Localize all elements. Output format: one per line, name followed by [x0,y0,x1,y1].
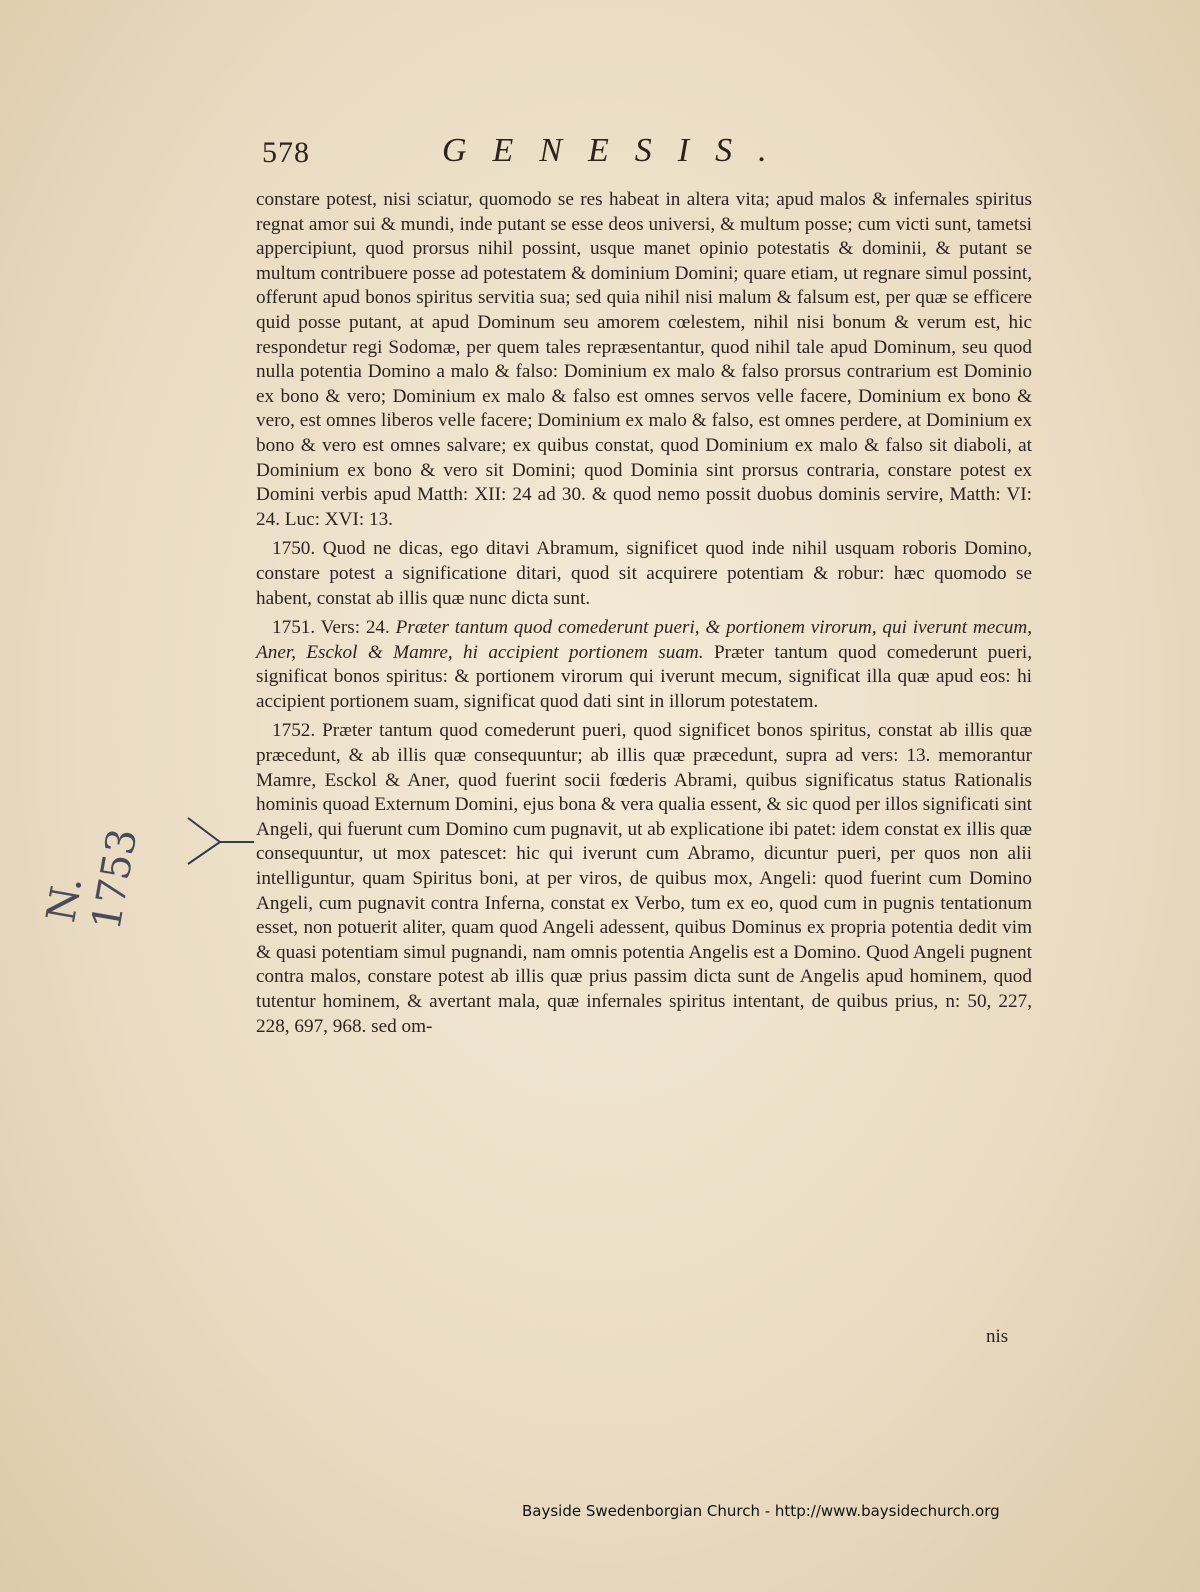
footer-credit: Bayside Swedenborgian Church - http://www.baysidechurch.org [522,1502,1000,1520]
paragraph-1751-quote: Præter tantum quod comederunt pueri, & portionem virorum, qui iverunt mecum, Aner, Esckol & Mamre, hi accipient portionem suam. [256,617,1033,663]
catchword: nis [986,1326,1009,1347]
paragraph-1751-explanation: Præter tantum quod comederunt pueri, significat bonos spiritus: & portionem virorum qui iverunt mecum, significat illa quæ apud eos: hi accipient portionem suam, significat quod dati sint in illorum potestatem. [256,641,1032,712]
handwritten-margin-note: N. 1753 [38,825,147,934]
paragraph-1751 [256,616,1032,714]
body-text [256,188,1032,1039]
page-number: 578 [262,136,310,169]
paragraph-1752: 1752. Præter tantum quod comederunt pueri, quod significet bonos spiritus, constat ab illis quæ præcedunt, & ab illis quæ consequuntur; ab illis quæ præcedunt, supra ad vers: 13. memorantur Mamre, Esckol & Aner, quod fuerint socii fœderis Abrami, quibus significatus status Rationalis hominis quoad Externum Domini, ejus bona & vera qualia essent, & sic quod per illos significati sint Angeli, qui fuerunt cum Domino cum pugnavit, ut ab explicatione ibi patet: idem constat ex illis quæ consequuntur, ut mox patescet: hic qui iverunt cum Abramo, dicuntur pueri, per quos non alii intelliguntur, quam Spiritus boni, at per viros, de quibus mox, Angeli: quod fuerint cum Domino Angeli, cum pugnavit contra Inferna, constat ex Verbo, tum ex eo, quod cum in pugnis tentationum esset, non potuerit aliter, quam quod Angeli adessent, quibus Dominus ex propria potentia dedit vim & quasi potentiam simul pugnandi, nam omnis potentia Angelis est a Domino. Quod Angeli pugnent contra malos, constare potest ab illis quæ prius passim dicta sunt de Angelis apud hominem, quod tutentur hominem, & avertant mala, quæ infernales spiritus intentant, de quibus prius, n: 50, 227, 228, 697, 968. sed om- [256,720,1032,1037]
running-title: GENESIS. [442,132,793,169]
paragraph-continued: constare potest, nisi sciatur, quomodo se res habeat in altera vita; apud malos & infernales spiritus regnat amor sui & mundi, inde putant se esse deos universi, & multum posse; cum victi sunt, tametsi appercipiunt, quod prorsus nihil possint, usque manet opinio potestatis & dominii, & putant se multum contribuere posse ad potestatem & dominium Domini; quare etiam, ut regnare simul possint, offerunt apud bonos spiritus servitia sua; sed quia nihil nisi malum & falsum est, per quæ se efficere quid posse putant, at apud Dominum seu amorem cœlestem, nihil nisi bonum & verum est, hic respondetur regi Sodomæ, per quem tales repræsentantur, quod nihil tale apud Dominum, seu quod nulla potentia Domino a malo & falso: Dominium ex malo & falso prorsus contrarium est Dominio ex bono & vero; Dominium ex malo & falso est omnes servos velle facere, Dominium ex bono & vero, est omnes liberos velle facere; Dominium ex malo & falso, est omnes perdere, at Dominium ex bono & vero est omnes salvare; ex quibus constat, quod Dominium ex malo & falso sit diaboli, at Dominium ex bono & vero sit Domini; quod Dominia sint prorsus contraria, constare potest ex Domini verbis apud Matth: XII: 24 ad 30. & quod nemo possit duobus dominis servire, Matth: VI: 24. Luc: XVI: 13. [256,189,1032,530]
handwritten-bracket-mark [180,812,260,872]
paragraph-1751-lead: 1751. Vers: 24. [272,617,390,639]
paragraph-1750: 1750. Quod ne dicas, ego ditavi Abramum, significet quod inde nihil usquam roboris Domino, constare potest a significatione ditari, quod sit acquirere potentiam & robur: hæc quomodo se habent, constat ab illis quæ nunc dicta sunt. [256,538,1032,609]
page-header [262,128,1022,176]
